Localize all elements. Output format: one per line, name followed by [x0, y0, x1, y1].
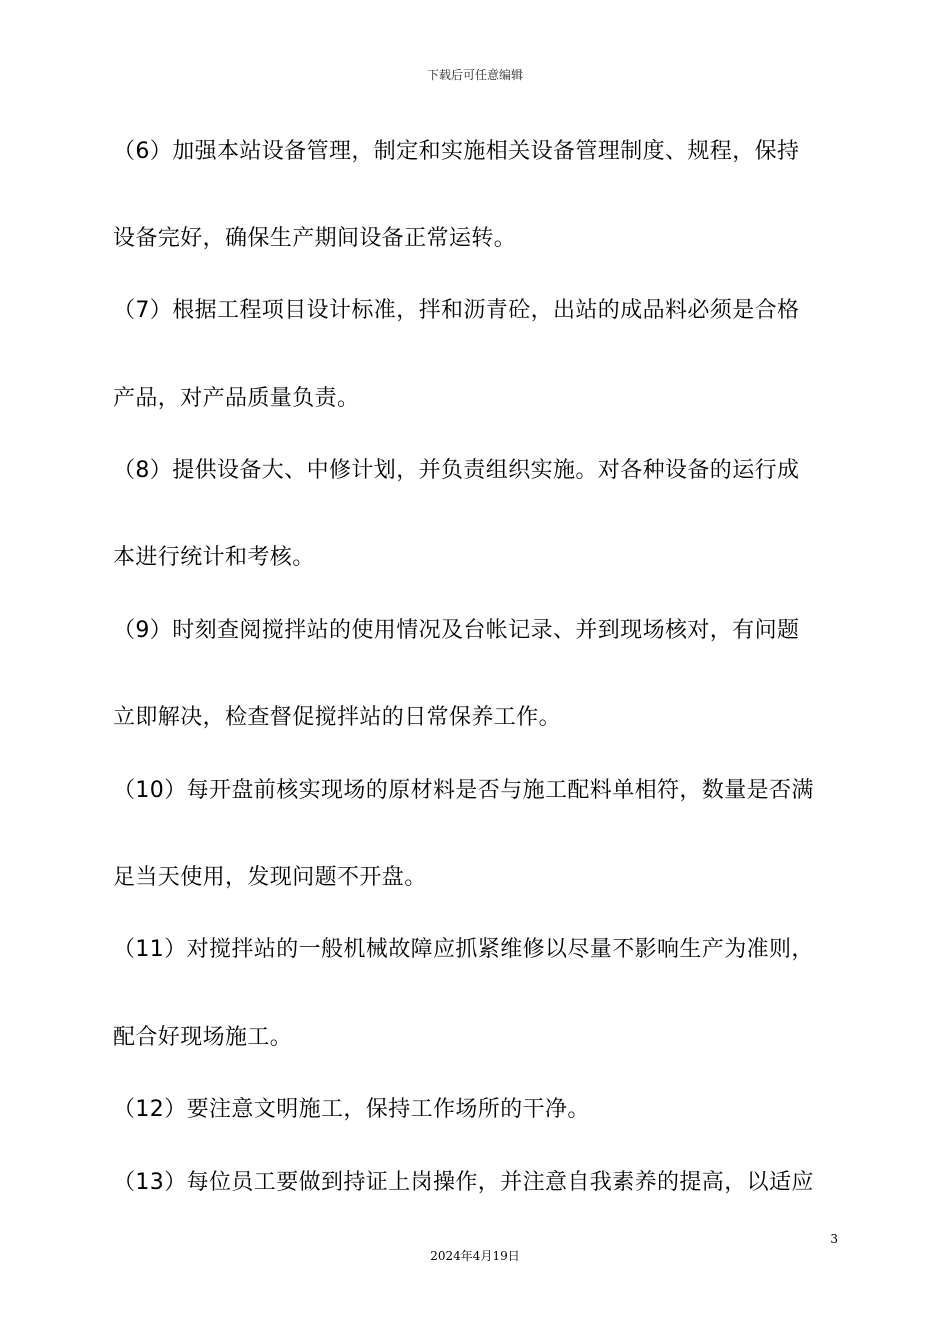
text-line: 配合好现场施工。: [113, 1025, 293, 1050]
text-line: （13）每位员工要做到持证上岗操作，并注意自我素养的提高，以适应: [113, 1170, 814, 1195]
text-line: （6）加强本站设备管理，制定和实施相关设备管理制度、规程，保持: [113, 139, 800, 164]
text-line: 产品，对产品质量负责。: [113, 386, 360, 411]
page-number: 3: [830, 1232, 838, 1246]
text-line: （7）根据工程项目设计标准，拌和沥青砼，出站的成品料必须是合格: [113, 298, 800, 323]
text-line: （12）要注意文明施工，保持工作场所的干净。: [113, 1097, 590, 1122]
text-line: 足当天使用，发现问题不开盘。: [113, 865, 427, 890]
text-line: 立即解决，检查督促搅拌站的日常保养工作。: [113, 705, 562, 730]
text-line: 设备完好，确保生产期间设备正常运转。: [113, 226, 517, 251]
text-line: （8）提供设备大、中修计划，并负责组织实施。对各种设备的运行成: [113, 458, 800, 483]
text-line: （11）对搅拌站的一般机械故障应抓紧维修以尽量不影响生产为准则，: [113, 937, 814, 962]
footer-date: 2024年4月19日: [430, 1249, 520, 1263]
page-header: 下载后可任意编辑: [426, 68, 523, 82]
text-line: （9）时刻查阅搅拌站的使用情况及台帐记录、并到现场核对，有问题: [113, 618, 800, 643]
text-line: （10）每开盘前核实现场的原材料是否与施工配料单相符，数量是否满: [113, 778, 814, 803]
text-line: 本进行统计和考核。: [113, 545, 315, 570]
